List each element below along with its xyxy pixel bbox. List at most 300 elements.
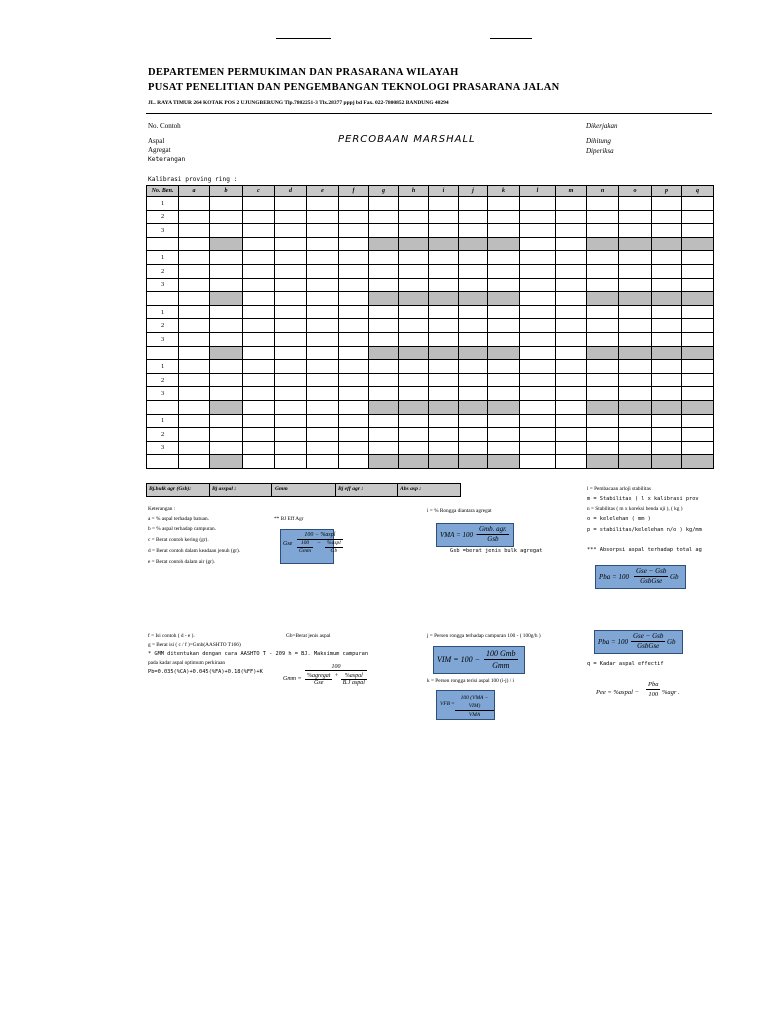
data-cell[interactable] [307,360,339,374]
data-cell[interactable] [243,305,275,319]
data-cell[interactable] [179,360,210,374]
data-cell[interactable] [619,387,652,401]
average-cell [399,346,429,360]
data-cell[interactable] [210,414,243,428]
data-cell[interactable] [488,264,520,278]
data-cell[interactable] [399,373,429,387]
data-cell[interactable] [488,373,520,387]
data-cell[interactable] [243,210,275,224]
data-cell[interactable] [339,197,369,211]
data-cell[interactable] [339,319,369,333]
data-cell[interactable] [275,387,307,401]
data-cell[interactable] [429,210,459,224]
average-row [147,292,714,306]
data-cell[interactable] [652,210,682,224]
data-cell[interactable] [307,264,339,278]
data-cell[interactable] [369,332,399,346]
data-cell[interactable] [210,224,243,238]
data-cell[interactable] [429,387,459,401]
average-cell [556,400,587,414]
data-cell[interactable] [399,251,429,265]
data-cell[interactable] [275,441,307,455]
data-cell[interactable] [179,210,210,224]
data-cell[interactable] [682,224,714,238]
specimen-number-cell[interactable]: 3 [147,332,179,346]
data-cell[interactable] [587,251,619,265]
data-cell[interactable] [339,441,369,455]
data-cell[interactable] [619,278,652,292]
data-cell[interactable] [682,360,714,374]
data-cell[interactable] [652,251,682,265]
data-cell[interactable] [369,278,399,292]
data-cell[interactable] [556,373,587,387]
data-cell[interactable] [275,360,307,374]
data-cell[interactable] [243,224,275,238]
data-cell[interactable] [587,360,619,374]
data-cell[interactable] [459,251,488,265]
data-cell[interactable] [275,319,307,333]
data-cell[interactable] [339,428,369,442]
data-cell[interactable] [210,251,243,265]
data-cell[interactable] [307,197,339,211]
data-cell[interactable] [275,332,307,346]
data-cell[interactable] [520,441,556,455]
data-cell[interactable] [488,224,520,238]
data-cell[interactable] [520,210,556,224]
data-cell[interactable] [210,305,243,319]
data-cell[interactable] [682,373,714,387]
data-cell[interactable] [488,332,520,346]
data-cell[interactable] [339,373,369,387]
data-cell[interactable] [488,251,520,265]
specimen-number-cell[interactable]: 2 [147,319,179,333]
data-cell[interactable] [243,251,275,265]
data-cell[interactable] [682,278,714,292]
average-cell [488,292,520,306]
data-cell[interactable] [179,373,210,387]
data-cell[interactable] [369,360,399,374]
data-cell[interactable] [459,387,488,401]
data-cell[interactable] [369,224,399,238]
data-cell[interactable] [652,319,682,333]
data-cell[interactable] [243,264,275,278]
gse-formula [280,529,341,564]
data-cell[interactable] [682,414,714,428]
data-cell[interactable] [307,305,339,319]
data-cell[interactable] [339,224,369,238]
data-cell[interactable] [399,210,429,224]
data-cell[interactable] [652,373,682,387]
data-cell[interactable] [429,224,459,238]
average-cell [339,237,369,251]
data-cell[interactable] [459,278,488,292]
data-cell[interactable] [556,360,587,374]
data-cell[interactable] [369,441,399,455]
data-cell[interactable] [179,441,210,455]
average-cell [179,455,210,469]
column-header-f: f [339,186,369,197]
data-cell[interactable] [488,441,520,455]
data-cell[interactable] [652,197,682,211]
specimen-number-cell[interactable]: 1 [147,360,179,374]
data-cell[interactable] [399,278,429,292]
data-cell[interactable] [488,197,520,211]
data-cell[interactable] [587,305,619,319]
data-cell[interactable] [399,428,429,442]
data-cell[interactable] [459,264,488,278]
data-cell[interactable] [307,387,339,401]
data-cell[interactable] [179,278,210,292]
data-cell[interactable] [459,373,488,387]
summary-bar [146,483,461,497]
data-cell[interactable] [339,210,369,224]
data-cell[interactable] [179,197,210,211]
data-cell[interactable] [619,373,652,387]
data-cell[interactable] [619,264,652,278]
data-cell[interactable] [429,428,459,442]
data-cell[interactable] [587,278,619,292]
data-cell[interactable] [520,264,556,278]
data-cell[interactable] [556,251,587,265]
data-cell[interactable] [369,210,399,224]
data-cell[interactable] [399,332,429,346]
data-cell[interactable] [587,319,619,333]
data-cell[interactable] [682,319,714,333]
data-cell[interactable] [210,387,243,401]
data-cell[interactable] [652,387,682,401]
data-cell[interactable] [243,197,275,211]
data-cell[interactable] [488,305,520,319]
data-cell[interactable] [619,224,652,238]
data-cell[interactable] [488,278,520,292]
data-cell[interactable] [652,441,682,455]
data-cell[interactable] [459,319,488,333]
data-cell[interactable] [587,428,619,442]
average-cell [619,237,652,251]
data-cell[interactable] [556,414,587,428]
data-cell[interactable] [619,441,652,455]
data-cell[interactable] [399,414,429,428]
data-cell[interactable] [369,264,399,278]
data-cell[interactable] [307,414,339,428]
data-cell[interactable] [369,414,399,428]
data-cell[interactable] [307,428,339,442]
data-cell[interactable] [556,319,587,333]
data-cell[interactable] [210,373,243,387]
data-cell[interactable] [179,414,210,428]
data-cell[interactable] [619,305,652,319]
table-row [147,441,714,455]
data-cell[interactable] [682,264,714,278]
data-cell[interactable] [556,278,587,292]
data-cell[interactable] [339,332,369,346]
top-rule-left [276,38,331,39]
data-cell[interactable] [339,251,369,265]
data-cell[interactable] [682,197,714,211]
data-cell[interactable] [243,319,275,333]
data-cell[interactable] [556,305,587,319]
data-cell[interactable] [210,278,243,292]
data-cell[interactable] [459,414,488,428]
column-header-l: l [520,186,556,197]
data-cell[interactable] [275,428,307,442]
data-cell[interactable] [307,441,339,455]
data-cell[interactable] [399,224,429,238]
data-cell[interactable] [339,278,369,292]
data-cell[interactable] [339,360,369,374]
note-b: b = % aspal terhadap campuran. [148,526,216,532]
data-cell[interactable] [429,332,459,346]
data-cell[interactable] [488,414,520,428]
data-cell[interactable] [399,441,429,455]
data-cell[interactable] [619,197,652,211]
specimen-number-cell[interactable]: 1 [147,251,179,265]
data-cell[interactable] [556,210,587,224]
data-cell[interactable] [587,441,619,455]
data-cell[interactable] [243,428,275,442]
data-cell[interactable] [369,428,399,442]
average-cell [179,237,210,251]
data-cell[interactable] [339,264,369,278]
data-cell[interactable] [652,224,682,238]
average-cell [556,346,587,360]
data-cell[interactable] [369,197,399,211]
data-cell[interactable] [682,210,714,224]
data-cell[interactable] [210,332,243,346]
data-cell[interactable] [652,305,682,319]
data-cell[interactable] [652,414,682,428]
data-cell[interactable] [429,264,459,278]
data-cell[interactable] [556,224,587,238]
data-cell[interactable] [429,197,459,211]
data-cell[interactable] [399,305,429,319]
data-cell[interactable] [210,360,243,374]
data-cell[interactable] [587,197,619,211]
data-cell[interactable] [275,414,307,428]
data-cell[interactable] [619,360,652,374]
data-cell[interactable] [520,373,556,387]
data-cell[interactable] [429,278,459,292]
data-cell[interactable] [488,319,520,333]
data-cell[interactable] [488,387,520,401]
data-cell[interactable] [179,305,210,319]
specimen-number-cell[interactable]: 1 [147,414,179,428]
specimen-number-cell[interactable]: 3 [147,278,179,292]
data-cell[interactable] [429,305,459,319]
data-cell[interactable] [587,414,619,428]
data-cell[interactable] [210,197,243,211]
data-cell[interactable] [556,428,587,442]
data-cell[interactable] [682,428,714,442]
data-cell[interactable] [179,319,210,333]
data-cell[interactable] [275,224,307,238]
data-cell[interactable] [682,387,714,401]
no-contoh-label: No. Contoh [148,122,181,130]
data-cell[interactable] [520,387,556,401]
data-cell[interactable] [179,332,210,346]
data-cell[interactable] [459,305,488,319]
data-cell[interactable] [587,210,619,224]
data-cell[interactable] [459,224,488,238]
data-cell[interactable] [369,387,399,401]
data-cell[interactable] [556,264,587,278]
data-cell[interactable] [243,373,275,387]
data-cell[interactable] [459,428,488,442]
data-cell[interactable] [556,332,587,346]
data-cell[interactable] [275,305,307,319]
data-cell[interactable] [369,319,399,333]
average-cell [275,455,307,469]
data-cell[interactable] [459,210,488,224]
data-cell[interactable] [307,319,339,333]
data-cell[interactable] [179,251,210,265]
data-cell[interactable] [243,278,275,292]
data-cell[interactable] [339,305,369,319]
data-cell[interactable] [520,428,556,442]
data-cell[interactable] [243,387,275,401]
data-cell[interactable] [459,332,488,346]
data-cell[interactable] [619,414,652,428]
data-cell[interactable] [307,210,339,224]
data-cell[interactable] [556,441,587,455]
data-cell[interactable] [275,278,307,292]
specimen-number-cell[interactable]: 2 [147,373,179,387]
data-cell[interactable] [429,360,459,374]
data-cell[interactable] [179,428,210,442]
specimen-number-cell[interactable]: 2 [147,264,179,278]
data-cell[interactable] [399,387,429,401]
specimen-number-cell[interactable]: 2 [147,210,179,224]
data-cell[interactable] [429,441,459,455]
data-cell[interactable] [339,414,369,428]
average-cell [179,346,210,360]
average-cell [147,237,179,251]
data-cell[interactable] [275,373,307,387]
data-cell[interactable] [520,319,556,333]
data-cell[interactable] [682,441,714,455]
data-cell[interactable] [556,197,587,211]
data-cell[interactable] [682,251,714,265]
specimen-number-cell[interactable]: 2 [147,428,179,442]
data-cell[interactable] [652,332,682,346]
data-cell[interactable] [429,373,459,387]
data-cell[interactable] [429,414,459,428]
keterangan-label: Keterangan [148,156,186,163]
data-cell[interactable] [520,251,556,265]
data-cell[interactable] [243,441,275,455]
data-cell[interactable] [369,305,399,319]
data-cell[interactable] [619,251,652,265]
data-cell[interactable] [307,251,339,265]
note-q: q = Kadar aspal effectif [587,661,664,667]
specimen-number-cell[interactable]: 1 [147,197,179,211]
data-cell[interactable] [179,224,210,238]
data-cell[interactable] [399,360,429,374]
data-cell[interactable] [399,264,429,278]
bar-separator [397,484,398,496]
data-cell[interactable] [520,278,556,292]
specimen-number-cell[interactable]: 3 [147,387,179,401]
data-cell[interactable] [210,210,243,224]
column-header-n: n [587,186,619,197]
average-cell [429,400,459,414]
data-cell[interactable] [652,428,682,442]
data-cell[interactable] [520,414,556,428]
data-cell[interactable] [520,332,556,346]
data-cell[interactable] [488,210,520,224]
data-cell[interactable] [275,264,307,278]
data-cell[interactable] [459,441,488,455]
data-cell[interactable] [307,332,339,346]
data-cell[interactable] [429,319,459,333]
data-cell[interactable] [619,332,652,346]
data-cell[interactable] [179,264,210,278]
data-cell[interactable] [520,305,556,319]
data-cell[interactable] [210,264,243,278]
data-cell[interactable] [210,319,243,333]
data-cell[interactable] [275,197,307,211]
vim-formula: VIM = 100 − 100 Gmb Gmm [433,646,525,674]
data-cell[interactable] [682,332,714,346]
data-cell[interactable] [587,264,619,278]
data-cell[interactable] [275,251,307,265]
data-cell[interactable] [587,224,619,238]
data-cell[interactable] [369,373,399,387]
average-cell [520,292,556,306]
data-cell[interactable] [459,360,488,374]
data-cell[interactable] [399,197,429,211]
data-cell[interactable] [307,224,339,238]
data-cell[interactable] [682,305,714,319]
data-cell[interactable] [275,210,307,224]
average-cell [147,292,179,306]
vma-lhs: VMA = 100 − [440,531,480,539]
data-cell[interactable] [587,373,619,387]
data-cell[interactable] [587,332,619,346]
data-cell[interactable] [459,197,488,211]
data-cell[interactable] [652,360,682,374]
data-cell[interactable] [619,428,652,442]
data-cell[interactable] [243,360,275,374]
data-cell[interactable] [619,210,652,224]
data-cell[interactable] [307,373,339,387]
data-cell[interactable] [587,387,619,401]
specimen-number-cell[interactable]: 3 [147,224,179,238]
specimen-number-cell[interactable]: 1 [147,305,179,319]
data-cell[interactable] [210,441,243,455]
data-cell[interactable] [369,251,399,265]
data-cell[interactable] [520,224,556,238]
specimen-number-cell[interactable]: 3 [147,441,179,455]
data-cell[interactable] [339,387,369,401]
data-cell[interactable] [488,428,520,442]
data-cell[interactable] [429,251,459,265]
data-cell[interactable] [243,414,275,428]
data-cell[interactable] [520,197,556,211]
data-cell[interactable] [307,278,339,292]
data-cell[interactable] [488,360,520,374]
data-cell[interactable] [652,278,682,292]
data-cell[interactable] [399,319,429,333]
data-cell[interactable] [210,428,243,442]
data-cell[interactable] [619,319,652,333]
average-cell [488,346,520,360]
data-cell[interactable] [243,332,275,346]
data-cell[interactable] [179,387,210,401]
data-cell[interactable] [520,360,556,374]
data-cell[interactable] [556,387,587,401]
data-cell[interactable] [652,264,682,278]
